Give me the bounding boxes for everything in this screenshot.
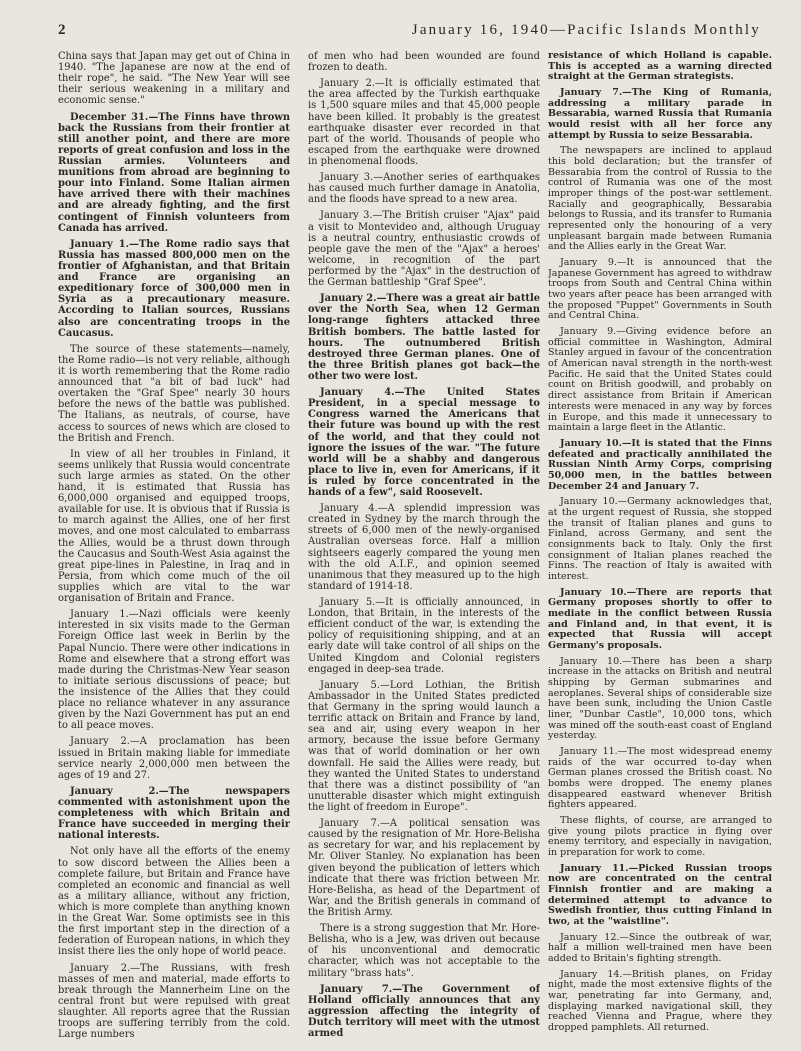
article-paragraph: January 4.—A splendid impression was created in Sydney by the march through the streets of 6,000 men of the newly-organised Australian overseas force. Half a million sightseers eagerly compared the young men with the old A.I.F., and opinion seemed unanimous that they measured up to the high standard of 1914-18.	[308, 503, 540, 592]
article-paragraph: January 3.—Another series of earthquakes has caused much further damage in Anatolia, and the floods have spread to a new area.	[308, 172, 540, 206]
article-paragraph: These flights, of course, are arranged to give young pilots practice in flying over enemy territory, and especially in navigation, in preparation for work to come.	[548, 815, 772, 859]
article-paragraph: The source of these statements—namely, the Rome radio—is not very reliable, although it is worth remembering that the Rome radio announced that "a bit of bad luck" had overtaken the "Graf Spee" nearly 30 hours before the news of the battle was published. The Italians, as neutrals, of course, have access to sources of news which are closed to the British and French.	[58, 343, 290, 444]
dispatch-headline-paragraph: January 7.—The Government of Holland officially announces that any aggression affecting the integrity of Dutch territory will meet with the utmost armed	[308, 983, 540, 1040]
article-paragraph: January 2.—The Russians, with fresh masses of men and material, made efforts to break through the Mannerheim Line on the central front but were repulsed with great slaughter. All reports agree that the Russian troops are suffering terribly from the cold. Large numbers	[58, 962, 290, 1041]
dispatch-headline-paragraph: January 4.—The United States President, in a special message to Congress warned the Americans that their future was bound up with the rest of the world, and that they could not ignore the issues of the war. "The future world will be a shabby and dangerous place to live in, even for Americans, if it is ruled by force concentrated in the hands of a few", said Roosevelt.	[308, 387, 540, 499]
article-paragraph: January 5.—It is officially announced, in London, that Britain, in the interests of the efficient conduct of the war, is extending the policy of requisitioning shipping, and at an early date will take control of all ships on the United Kingdom and Colonial registers engaged in deep-sea trade.	[308, 597, 540, 675]
article-paragraph: January 7.—A political sensation was caused by the resignation of Mr. Hore-Belisha as secretary for war, and his replacement by Mr. Oliver Stanley. No explanation has been given beyond the publication of letters which indicate that there was friction between Mr. Hore-Belisha, as head of the Department of War, and the British generals in command of the British Army.	[308, 818, 540, 918]
article-paragraph: January 9.—Giving evidence before an official committee in Washington, Admiral Stanley argued in favour of the concentration of American naval strength in the north-west Pacific. He said that the United States could count on British goodwill, and probably on direct assistance from Britain if American interests were menaced in any way by forces in Europe, and this made it unnecessary to maintain a large fleet in the Atlantic.	[548, 326, 772, 434]
article-paragraph: January 9.—It is announced that the Japanese Government has agreed to withdraw troops from South and Central China within two years after peace has been arranged with the proposed "Puppet" Governments in South and Central China.	[548, 257, 772, 322]
article-paragraph: January 10.—Germany acknowledges that, at the urgent request of Russia, she stopped the transit of Italian planes and guns to Finland, across Germany, and sent the consignments back to Italy. Only the first consignment of Italian planes reached the Finns. The reaction of Italy is awaited with interest.	[548, 496, 772, 582]
article-paragraph: The newspapers are inclined to applaud this bold declaration; but the transfer of Bessarabia from the control of Russia to the control of Rumania was one of the most improper things of the post-war settlement. Racially and geographically, Bessarabia belongs to Russia, and its transfer to Rumania represented only the honouring of a very unpleasant bargain made between Rumania and the Allies early in the Great War.	[548, 145, 772, 253]
article-paragraph: There is a strong suggestion that Mr. Hore-Belisha, who is a Jew, was driven out because of his unconventional and democratic character, which was not acceptable to the military "brass hats".	[308, 923, 540, 979]
article-paragraph: of men who had been wounded are found frozen to death.	[308, 51, 540, 74]
dispatch-headline-paragraph: January 11.—Picked Russian troops now are concentrated on the central Finnish frontier and are making a determined attempt to advance to Swedish frontier, thus cutting Finland in two, at the "waistline".	[548, 862, 772, 928]
running-header	[58, 22, 761, 42]
article-paragraph: January 2.—It is officially estimated that the area affected by the Turkish earthquake is 1,500 square miles and that 45,000 people have been killed. It probably is the greatest earthquake disaster ever recorded in that part of the world. Thousands of people who escaped from the earthquake were drowned in phenomenal floods.	[308, 78, 540, 167]
dispatch-headline-paragraph: January 7.—The King of Rumania, addressing a military parade in Bessarabia, warned Russia that Rumania would resist with all her force any attempt by Russia to seize Bessarabia.	[548, 87, 772, 141]
column-left	[58, 51, 290, 1045]
dispatch-headline-paragraph: January 10.—There are reports that Germany proposes shortly to offer to mediate in the conflict between Russia and Finland and, in that event, it is expected that Russia will accept Germany's proposals.	[548, 586, 772, 651]
article-paragraph: January 14.—British planes, on Friday night, made the most extensive flights of the war, penetrating far into Germany, and, displaying marked navigational skill, they reached Vienna and Prague, where they dropped pamphlets. All returned.	[548, 968, 772, 1034]
dispatch-headline-paragraph: January 2.—There was a great air battle over the North Sea, when 12 German long-range fighters attacked three British bombers. The battle lasted for hours. The outnumbered British destroyed three German planes. One of the three British planes got back—the other two were lost.	[308, 293, 540, 382]
article-paragraph: Not only have all the efforts of the enemy to sow discord between the Allies been a complete failure, but Britain and France have completed an economic and financial as well as a military alliance, without any friction, which is more complete than anything known in the Great War. Some optimists see in this the first important step in the direction of a federation of European nations, in which they insist there lies the only hope of world peace.	[58, 846, 290, 958]
article-paragraph: January 12.—Since the outbreak of war, half a million well-trained men have been added to Britain's fighting strength.	[548, 931, 772, 965]
dispatch-headline-paragraph: January 10.—It is stated that the Finns defeated and practically annihilated the Russian Ninth Army Corps, comprising 50,000 men, in the battles between December 24 and January 7.	[548, 437, 772, 492]
running-title: January 16, 1940—Pacific Islands Monthly	[411, 22, 761, 38]
article-paragraph: January 5.—Lord Lothian, the British Ambassador in the United States predicted that Germany in the spring would launch a terrific attack on Britain and France by land, sea and air, using every weapon in her armory, because the issue before Germany was that of world domination or her own downfall. He said the Allies were ready, but they wanted the United States to understand that there was a distinct possibility of "an unutterable disaster which might extinguish the light of freedom in Europe".	[308, 679, 540, 813]
article-paragraph: January 11.—The most widespread enemy raids of the war occurred to-day when German planes crossed the British coast. No bombs were dropped. The enemy planes disappeared eastward whenever British fighters appeared.	[548, 745, 772, 811]
dispatch-headline-paragraph: December 31.—The Finns have thrown back the Russians from their frontier at still another point, and there are more reports of great confusion and loss in the Russian armies. Volunteers and munitions from abroad are beginning to pour into Finland. Some Italian airmen have arrived there with their machines and are already fighting, and the first contingent of Finnish volunteers from Canada has arrived.	[58, 111, 290, 234]
column-right	[548, 51, 772, 1045]
dispatch-headline-paragraph: resistance of which Holland is capable. This is accepted as a warning directed straight at the German strategists.	[548, 51, 772, 83]
article-paragraph: January 3.—The British cruiser "Ajax" paid a visit to Montevideo and, although Uruguay is a neutral country, enthusiastic crowds of people gave the men of the "Ajax" a heroes' welcome, in recognition of the part performed by the "Ajax" in the destruction of the German battleship "Graf Spee".	[308, 210, 540, 289]
article-paragraph: January 2.—A proclamation has been issued in Britain making liable for immediate service nearly 2,000,000 men between the ages of 19 and 27.	[58, 736, 290, 781]
dispatch-headline-paragraph: January 1.—The Rome radio says that Russia has massed 800,000 men on the frontier of Afghanistan, and that Britain and France are organising an expeditionary force of 300,000 men in Syria as a precautionary measure. According to Italian sources, Russians also are concentrating troops in the Caucasus.	[58, 238, 290, 339]
column-middle	[308, 51, 540, 1045]
article-paragraph: January 1.—Nazi officials were keenly interested in six visits made to the German Foreign Office last week in Berlin by the Papal Nuncio. There were other indications in Rome and elsewhere that a strong effort was made during the Christmas-New Year season to initiate serious discussions of peace; but the insistence of the Allies that they could place no reliance whatever in any assurance given by the Nazi Government has put an end to all peace moves.	[58, 609, 290, 732]
article-paragraph: China says that Japan may get out of China in 1940. "The Japanese are now at the end of their rope", he said. "The New Year will see their serious weakening in a military and economic sense."	[58, 51, 290, 107]
article-paragraph: January 10.—There has been a sharp increase in the attacks on British and neutral shipping by German submarines and aeroplanes. Several ships of considerable size have been sunk, including the Union Castle liner, "Dunbar Castle", 10,000 tons, which was mined off the south-east coast of England yesterday.	[548, 655, 772, 742]
article-paragraph: In view of all her troubles in Finland, it seems unlikely that Russia would concentrate such large armies as stated. On the other hand, it is estimated that Russia has 6,000,000 organised and equipped troops, available for use. It is obvious that if Russia is to march against the Allies, one of her first moves, and one most calculated to embarrass the Allies, would be a thrust down through the Caucasus and South-West Asia against the great pipe-lines in Palestine, in Iraq and in Persia, from which come much of the oil supplies which are vital to the war organisation of Britain and France.	[58, 448, 290, 605]
page-number: 2	[58, 22, 66, 38]
dispatch-headline-paragraph: January 2.—The newspapers commented with astonishment upon the completeness with which Britain and France have succeeded in merging their national interests.	[58, 785, 290, 842]
